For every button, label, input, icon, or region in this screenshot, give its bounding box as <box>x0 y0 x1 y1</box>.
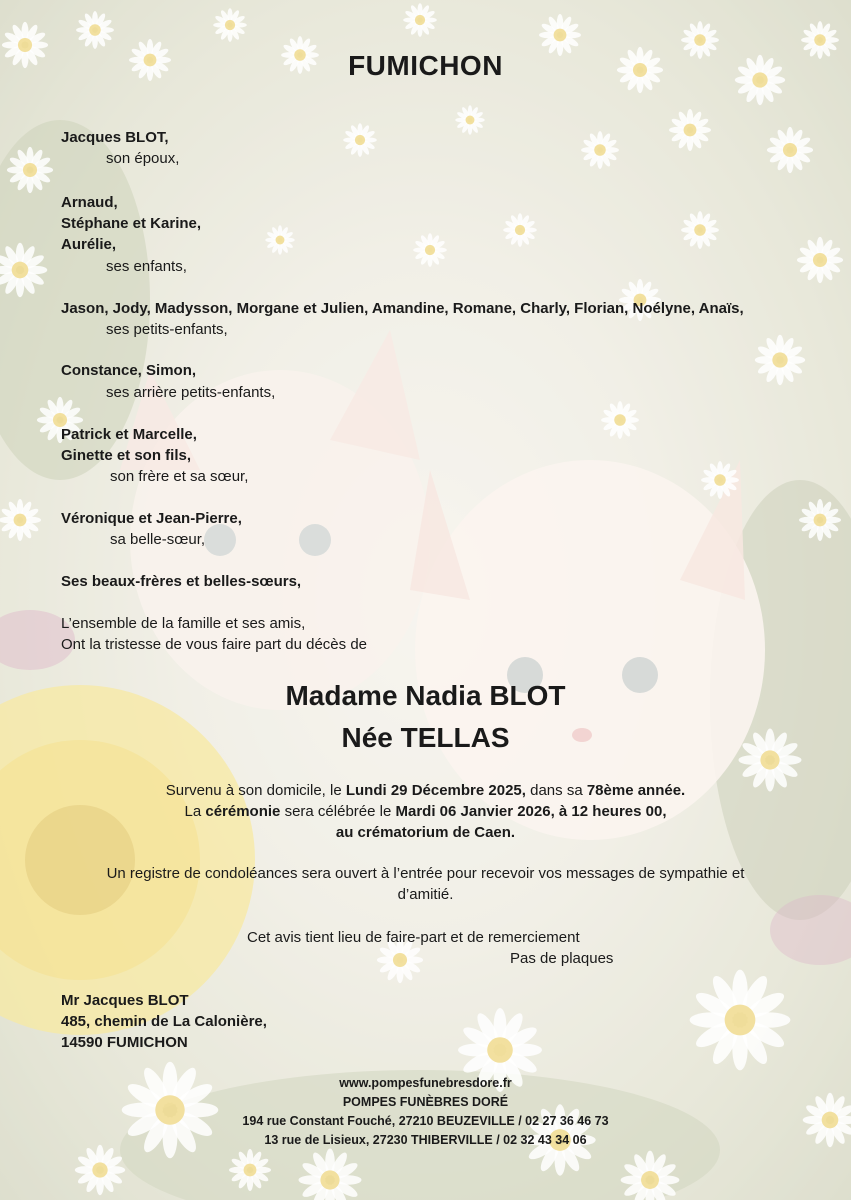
children-relation: ses enfants, <box>106 258 187 275</box>
ceremony-location: au crématorium de Caen. <box>335 824 516 841</box>
deceased-birth-name: Née TELLAS <box>341 722 510 753</box>
ceremony-text: La <box>184 803 206 820</box>
intro-line: L’ensemble de la famille et ses amis, <box>61 615 306 632</box>
grandchildren-relation: ses petits-enfants, <box>106 321 228 338</box>
no-flowers-line: Pas de plaques <box>510 950 614 967</box>
grandchildren-names: Jason, Jody, Madysson, Morgane et Julien, Amandine, Romane, Charly, Florian, Noélyne, Anaïs, <box>61 300 744 317</box>
ceremony-date: Mardi 06 Janvier 2026, à 12 heures 00, <box>395 803 667 820</box>
notice-line: Cet avis tient lieu de faire-part et de remerciement <box>247 929 580 946</box>
notice-title: FUMICHON <box>348 50 503 81</box>
contact-city: 14590 FUMICHON <box>61 1034 188 1051</box>
husband-relation: son époux, <box>106 150 180 167</box>
ceremony-word: cérémonie <box>205 803 281 820</box>
sibling-name: Ginette et son fils, <box>61 447 192 464</box>
sister-in-law-relation: sa belle-sœur, <box>110 531 206 548</box>
death-details <box>0 782 851 799</box>
ceremony-text: sera célébrée le <box>280 803 396 820</box>
contact-street: 485, chemin de La Calonière, <box>61 1013 267 1030</box>
funeral-home-website[interactable]: www.pompesfunebresdore.fr <box>339 1076 512 1090</box>
great-grandchildren-relation: ses arrière petits-enfants, <box>106 384 276 401</box>
sister-in-law-name: Véronique et Jean-Pierre, <box>61 510 242 527</box>
deceased-name: Madame Nadia BLOT <box>285 680 566 711</box>
death-text: Survenu à son domicile, le <box>165 782 346 799</box>
sibling-name: Patrick et Marcelle, <box>61 426 197 443</box>
ceremony-details <box>0 803 851 820</box>
death-date: Lundi 29 Décembre 2025, <box>345 782 526 799</box>
funeral-home-agency: 13 rue de Lisieux, 27230 THIBERVILLE / 02 32 43 34 06 <box>264 1133 587 1147</box>
husband-name: Jacques BLOT, <box>61 129 169 146</box>
funeral-home-agency: 194 rue Constant Fouché, 27210 BEUZEVILLE / 02 27 36 46 73 <box>242 1114 609 1128</box>
death-age: 78ème année. <box>586 782 686 799</box>
child-name: Stéphane et Karine, <box>61 215 202 232</box>
siblings-relation: son frère et sa sœur, <box>110 468 249 485</box>
child-name: Arnaud, <box>61 194 118 211</box>
child-name: Aurélie, <box>61 236 117 253</box>
intro-line: Ont la tristesse de vous faire part du décès de <box>61 636 367 653</box>
great-grandchildren-names: Constance, Simon, <box>61 362 197 379</box>
ceremony-place <box>0 824 851 841</box>
death-text: dans sa <box>525 782 587 799</box>
in-laws-line: Ses beaux-frères et belles-sœurs, <box>61 573 302 590</box>
registry-line: d’amitié. <box>397 886 454 903</box>
registry-line: Un registre de condoléances sera ouvert à l’entrée pour recevoir vos messages de sympathie et <box>106 865 745 882</box>
funeral-home-name: POMPES FUNÈBRES DORÉ <box>342 1095 509 1109</box>
contact-name: Mr Jacques BLOT <box>61 992 189 1009</box>
